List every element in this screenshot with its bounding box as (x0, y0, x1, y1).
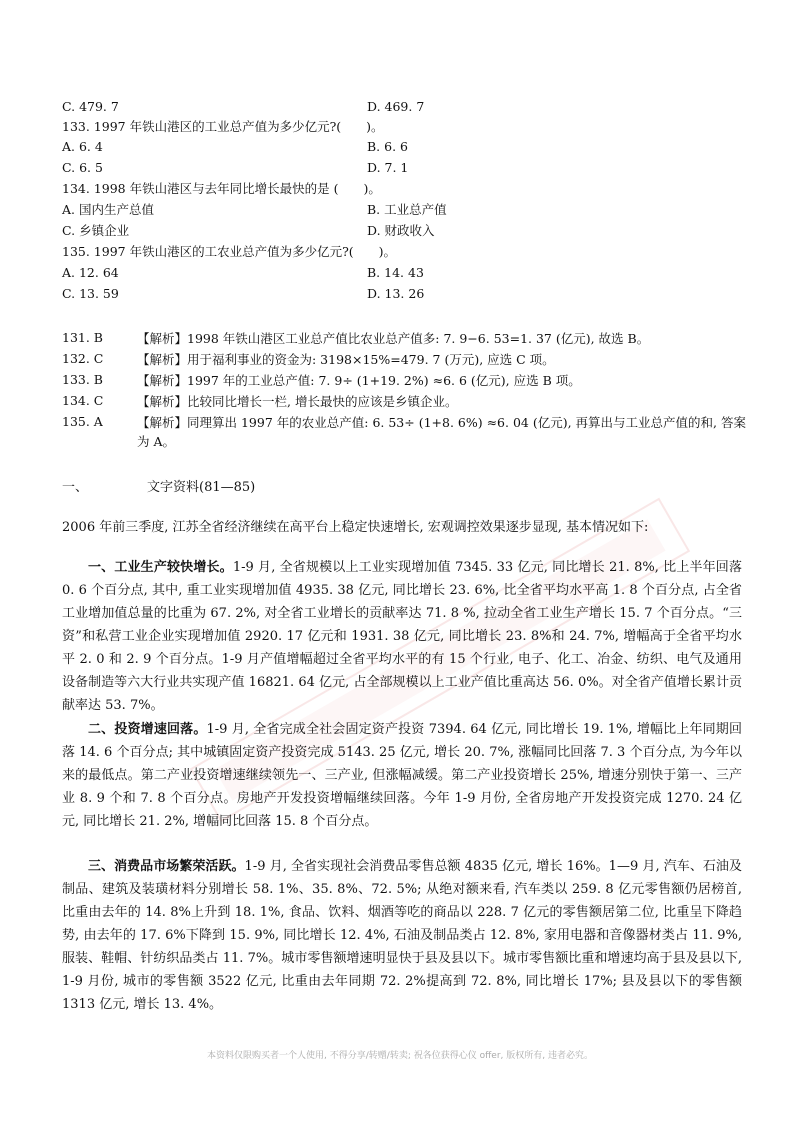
paragraph-investment (62, 718, 742, 833)
q134-option-a: A. 国内生产总值 (62, 202, 154, 217)
q133-option-d: D. 7. 1 (367, 160, 409, 175)
q134-option-b: B. 工业总产值 (367, 202, 447, 217)
q134-option-d: D. 财政收入 (367, 223, 435, 238)
q135-option-a: A. 12. 64 (62, 265, 119, 280)
q133-option-a: A. 6. 4 (62, 139, 103, 154)
paragraph-heading: 一、工业生产较快增长。 (88, 560, 233, 575)
solution-text: 【解析】1998 年铁山港区工业总产值比农业总产值多: 7. 9−6. 53=1. 37 (亿元), 故选 B。 (137, 331, 650, 346)
q134-option-c: C. 乡镇企业 (62, 223, 130, 238)
section-title: 文字资料(81—85) (147, 480, 256, 495)
q133-stem: 133. 1997 年铁山港区的工业总产值为多少亿元?( )。 (62, 119, 384, 134)
q135-option-c: C. 13. 59 (62, 286, 119, 301)
q135-option-b: B. 14. 43 (367, 265, 424, 280)
copyright-footer: 本资料仅限购买者一个人使用, 不得分享/转赠/转卖; 祝各位获得心仪 offer, 版权所有, 违者必究。 (207, 1051, 593, 1061)
paragraph-body: 1-9 月, 全省实现社会消费品零售总额 4835 亿元, 增长 16%。1—9 月, 汽车、石油及制品、建筑及装璜材料分别增长 58. 1%、35. 8%、72. 5%; 从绝对额来看, 汽车类以 259. 8 亿元零售额仍居榜首, 比重由去年的 14. 8%上升到 18. 1%, 食品、饮料、烟酒等吃的商品以 228. 7 亿元的零售额居第二位, 比重呈下降趋势, 由去年的 17. 6%下降到 15. 9%, 同比增长 12. 4%, 石油及制品类占 12. 8%, 家用电器和音像器材类占 11. 9%, 服装、鞋帽、针纺织品类占 11. 7%。城市零售额增速明显快于县及县以下。城市零售额比重和增速均高于县及县以下, 1-9 月份, 城市的零售额 3522 亿元, 比重由去年同期 72. 2%提高到 72. 8%, 同比增长 17%; 县及县以下的零售额 1313 亿元, 增长 13. 4%。 (62, 859, 742, 1012)
intro-paragraph: 2006 年前三季度, 江苏全省经济继续在高平台上稳定快速增长, 宏观调控效果逐步显现, 基本情况如下: (62, 520, 649, 535)
q132-option-d: D. 469. 7 (367, 99, 425, 114)
paragraph-industry (62, 556, 742, 717)
solution-label: 135. A (62, 414, 103, 429)
paragraph-heading: 三、消费品市场繁荣活跃。 (88, 859, 245, 874)
solution-label: 133. B (62, 372, 103, 387)
q134-stem: 134. 1998 年铁山港区与去年同比增长最快的是 ( )。 (62, 181, 381, 196)
solution-label: 131. B (62, 330, 103, 345)
q135-option-d: D. 13. 26 (367, 286, 425, 301)
paragraph-heading: 二、投资增速回落。 (88, 722, 207, 737)
q135-stem: 135. 1997 年铁山港区的工农业总产值为多少亿元?( )。 (62, 244, 397, 259)
solution-text: 【解析】1997 年的工业总产值: 7. 9÷ (1+19. 2%) ≈6. 6 (亿元), 应选 B 项。 (137, 373, 581, 388)
solution-label: 134. C (62, 393, 104, 408)
section-number: 一、 (62, 480, 89, 495)
solution-text: 【解析】比较同比增长一栏, 增长最快的应该是乡镇企业。 (137, 394, 458, 409)
paragraph-body: 1-9 月, 全省规模以上工业实现增加值 7345. 33 亿元, 同比增长 21. 8%, 比上半年回落 0. 6 个百分点, 其中, 重工业实现增加值 4935. 38 亿元, 同比增长 23. 6%, 比全省平均水平高 1. 8 个百分点, 占全省工业增加值总量的比重为 67. 2%, 对全省工业增长的贡献率达 71. 8 %, 拉动全省工业生产增长 15. 7 个百分点。“三资”和私营工业企业实现增加值 2920. 17 亿元和 1931. 38 亿元, 同比增长 23. 8%和 24. 7%, 增幅高于全省平均水平 2. 0 和 2. 9 个百分点。1-9 月产值增幅超过全省平均水平的有 15 个行业, 电子、化工、冶金、纺织、电气及通用设备制造等六大行业共实现产值 16821. 64 亿元, 占全部规模以上工业产值比重高达 56. 0%。对全省产值增长累计贡献率达 53. 7%。 (62, 560, 742, 713)
q133-option-c: C. 6. 5 (62, 160, 103, 175)
solution-text: 【解析】用于福利事业的资金为: 3198×15%=479. 7 (万元), 应选 C 项。 (137, 352, 555, 367)
paragraph-body: 1-9 月, 全省完成全社会固定资产投资 7394. 64 亿元, 同比增长 19. 1%, 增幅比上年同期回落 14. 6 个百分点; 其中城镇固定资产投资完成 5143. 25 亿元, 增长 20. 7%, 涨幅同比回落 7. 3 个百分点, 为今年以来的最低点。第二产业投资增速继续领先一、三产业, 但涨幅减缓。第二产业投资增长 25%, 增速分别快于第一、三产业 8. 9 个和 7. 8 个百分点。房地产开发投资增幅继续回落。今年 1-9 月份, 全省房地产开发投资完成 1270. 24 亿元, 同比增长 21. 2%, 增幅同比回落 15. 8 个百分点。 (62, 722, 742, 829)
solution-text: 【解析】同理算出 1997 年的农业总产值: 6. 53÷ (1+8. 6%) ≈6. 04 (亿元), 再算出与工业总产值的和, 答案为 A。 (137, 415, 746, 449)
paragraph-consumption (62, 855, 742, 1016)
solution-label: 132. C (62, 351, 104, 366)
q132-option-c: C. 479. 7 (62, 99, 119, 114)
q133-option-b: B. 6. 6 (367, 139, 408, 154)
